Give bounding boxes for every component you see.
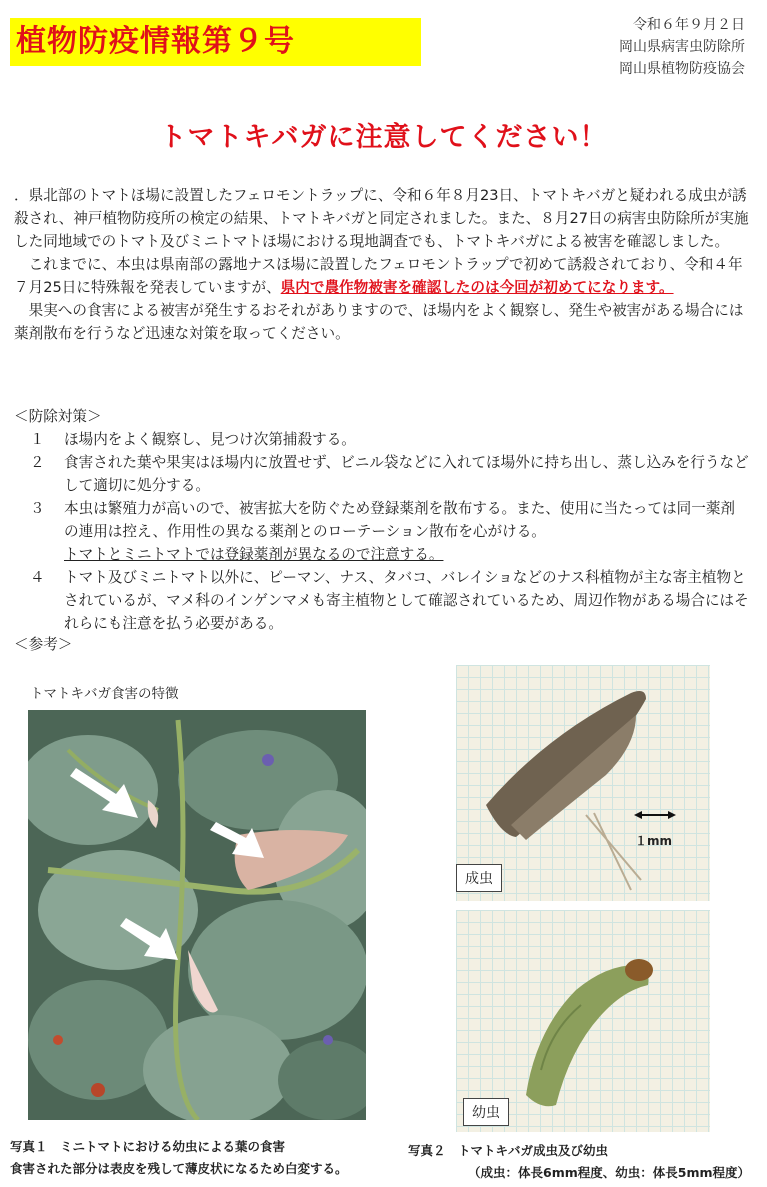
leaf-damage-photo	[28, 710, 366, 1120]
measure-text: トマト及びミニトマト以外に、ピーマン、ナス、タバコ、バレイショなどのナス科植物が主な寄主植物とされているが、マメ科のインゲンマメも寄主植物として確認されているため、周辺作物がある場合にはそれらにも注意を払う必要がある。	[64, 569, 749, 632]
leaf-damage-illustration	[28, 710, 366, 1120]
measure-item	[30, 497, 749, 566]
measure-note: トマトとミニトマトでは登録薬剤が異なるので注意する。	[64, 546, 444, 563]
caption-1-title: 写真１ ミニトマトにおける幼虫による葉の食害	[10, 1139, 286, 1154]
measure-text: 食害された葉や果実はほ場内に放置せず、ビニル袋などに入れてほ場外に持ち出し、蒸し込みを行うなどして適切に処分する。	[64, 454, 749, 494]
caption-2-note: （成虫：体長6mm程度、幼虫：体長5mm程度）	[468, 1165, 750, 1180]
bulletin-title: 植物防疫情報第９号	[10, 18, 421, 66]
issue-date: 令和６年９月２日	[633, 17, 745, 33]
issuer-name-2: 岡山県植物防疫協会	[619, 61, 745, 77]
measure-item	[30, 451, 749, 497]
scale-label: １mm	[635, 834, 673, 848]
figure-title: トマトキバガ食害の特徴	[30, 686, 179, 702]
paragraph-3-text: 果実への食害による被害が発生するおそれがありますので、ほ場内をよく観察し、発生や被害がある場合には薬剤散布を行うなど迅速な対策を取ってください。	[14, 302, 744, 342]
measure-text	[64, 497, 749, 566]
caption-1-note: 食害された部分は表皮を残して薄皮状になるため白変する。	[10, 1161, 348, 1176]
body-text	[14, 184, 749, 345]
measure-number: ３	[30, 500, 45, 517]
caption-2-title: 写真２ トマトキバガ成虫及び幼虫	[408, 1143, 609, 1158]
paragraph-2-highlight: 県内で農作物被害を確認したのは今回が初めてになります。	[280, 279, 674, 296]
measures-list	[30, 428, 749, 635]
reference-title: ＜参考＞	[14, 636, 73, 653]
paragraph-2-text: これまでに、本虫は県南部の露地ナスほ場に設置したフェロモントラップで初めて誘殺されており、令和４年７月25日に特殊報を発表していますが、	[14, 256, 743, 296]
measure-number: １	[30, 431, 45, 448]
issuer-name-1: 岡山県病害虫防除所	[619, 39, 745, 55]
issuer-block	[619, 14, 745, 80]
paragraph-2	[14, 253, 749, 299]
measure-text: ほ場内をよく観察し、見つけ次第捕殺する。	[64, 431, 356, 448]
label-adult: 成虫	[456, 864, 502, 892]
caption-photo-2	[408, 1140, 750, 1184]
measure-number: ４	[30, 569, 45, 586]
measure-number: ２	[30, 454, 45, 471]
measure-text-main: 本虫は繁殖力が高いので、被害拡大を防ぐため登録薬剤を散布する。また、使用に当たっては同一薬剤の連用は控え、作用性の異なる薬剤とのローテーション散布を心がける。	[64, 500, 736, 540]
measure-item	[30, 566, 749, 635]
label-larva: 幼虫	[463, 1098, 509, 1126]
caption-photo-1	[10, 1136, 348, 1180]
paragraph-3	[14, 299, 749, 345]
measures-title: ＜防除対策＞	[14, 408, 102, 425]
paragraph-1: ．県北部のトマトほ場に設置したフェロモントラップに、令和６年８月23日、トマトキバガと疑われる成虫が誘殺され、神戸植物防疫所の検定の結果、トマトキバガと同定されました。また、８月27日の病害虫防除所が実施した同地域でのトマト及びミニトマトほ場における現地調査でも、トマトキバガによる被害を確認しました。	[14, 187, 749, 250]
headline: トマトキバガに注意してください！	[159, 122, 608, 153]
measure-item	[30, 428, 749, 451]
